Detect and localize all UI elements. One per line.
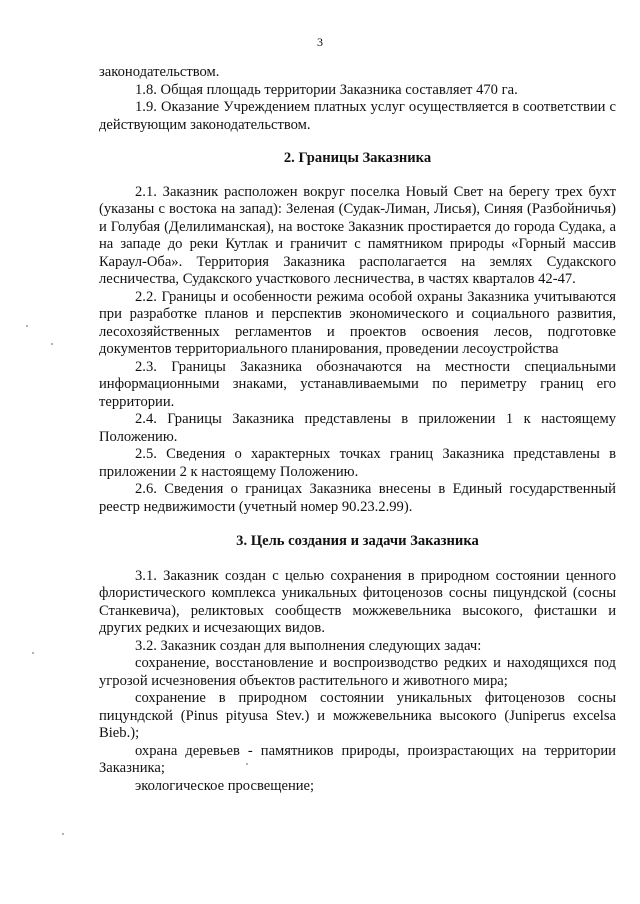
task-item-phytocenoses: сохранение в природном состоянии уникальных фитоценозов сосны пицундской (Pinus pityusa Stev.) и можжевельника высокого (Juniperus excelsa Bieb.); xyxy=(99,690,616,741)
scan-speck xyxy=(26,325,28,327)
paragraph-3-1: 3.1. Заказник создан с целью сохранения в природном состоянии ценного флористического комплекса уникальных фитоценозов сосны пицундской (сосны Станкевича), реликтовых сообществ можжевельника высокого, фисташки и других редких и исчезающих видов. xyxy=(99,567,616,636)
section-3-heading: 3. Цель создания и задачи Заказника xyxy=(236,533,479,549)
paragraph-1-8: 1.8. Общая площадь территории Заказника составляет 470 га. xyxy=(135,81,518,98)
paragraph-2-1: 2.1. Заказник расположен вокруг поселка Новый Свет на берегу трех бухт (указаны с востока на запад): Зеленая (Судак-Лиман, Лисья), Синяя (Разбойничья) и Голубая (Делилиманская), на востоке Заказник простирается до города Судака, а на западе до реки Кутлак и граничит с памятником природы «Горный массив Караул-Оба». Территория Заказника располагается на землях Судакского лесничества, Судакского участкового лесничества, в частях кварталов 42-47. xyxy=(99,183,616,287)
paragraph-3-2: 3.2. Заказник создан для выполнения следующих задач: xyxy=(135,637,482,654)
scan-speck xyxy=(32,652,34,654)
scan-speck xyxy=(246,763,248,765)
paragraph-2-6: 2.6. Сведения о границах Заказника внесены в Единый государственный реестр недвижимости (учетный номер 90.23.2.99). xyxy=(99,481,616,515)
scan-speck xyxy=(62,833,64,835)
section-2-heading: 2. Границы Заказника xyxy=(283,150,432,166)
paragraph-2-3: 2.3. Границы Заказника обозначаются на местности специальными информационными знаками, устанавливаемыми по периметру границ его территории. xyxy=(99,358,616,410)
paragraph-2-5: 2.5. Сведения о характерных точках границ Заказника представлены в приложении 2 к настоящему Положению. xyxy=(99,446,616,480)
paragraph-2-4: 2.4. Границы Заказника представлены в приложении 1 к настоящему Положению. xyxy=(99,411,616,445)
page-number: 3 xyxy=(317,35,323,49)
task-item-eco-education: экологическое просвещение; xyxy=(135,777,315,794)
task-item-tree-monuments: охрана деревьев - памятников природы, произрастающих на территории Заказника; xyxy=(99,742,616,776)
paragraph-1-9: 1.9. Оказание Учреждением платных услуг осуществляется в соответствии с действующим законодательством. xyxy=(99,99,616,133)
task-item-conservation: сохранение, восстановление и воспроизводство редких и находящихся под угрозой исчезновения объектов растительного и животного мира; xyxy=(99,655,616,689)
document-body xyxy=(99,64,616,795)
paragraph-2-2: 2.2. Границы и особенности режима особой охраны Заказника учитываются при разработке планов и перспектив экономического и социального развития, лесохозяйственных регламентов и проектов освоения лесов, подготовке документов территориального планирования, проведении лесоустройства xyxy=(99,288,616,357)
scan-speck xyxy=(51,343,53,345)
paragraph-1-7-tail: законодательством. xyxy=(99,64,220,80)
